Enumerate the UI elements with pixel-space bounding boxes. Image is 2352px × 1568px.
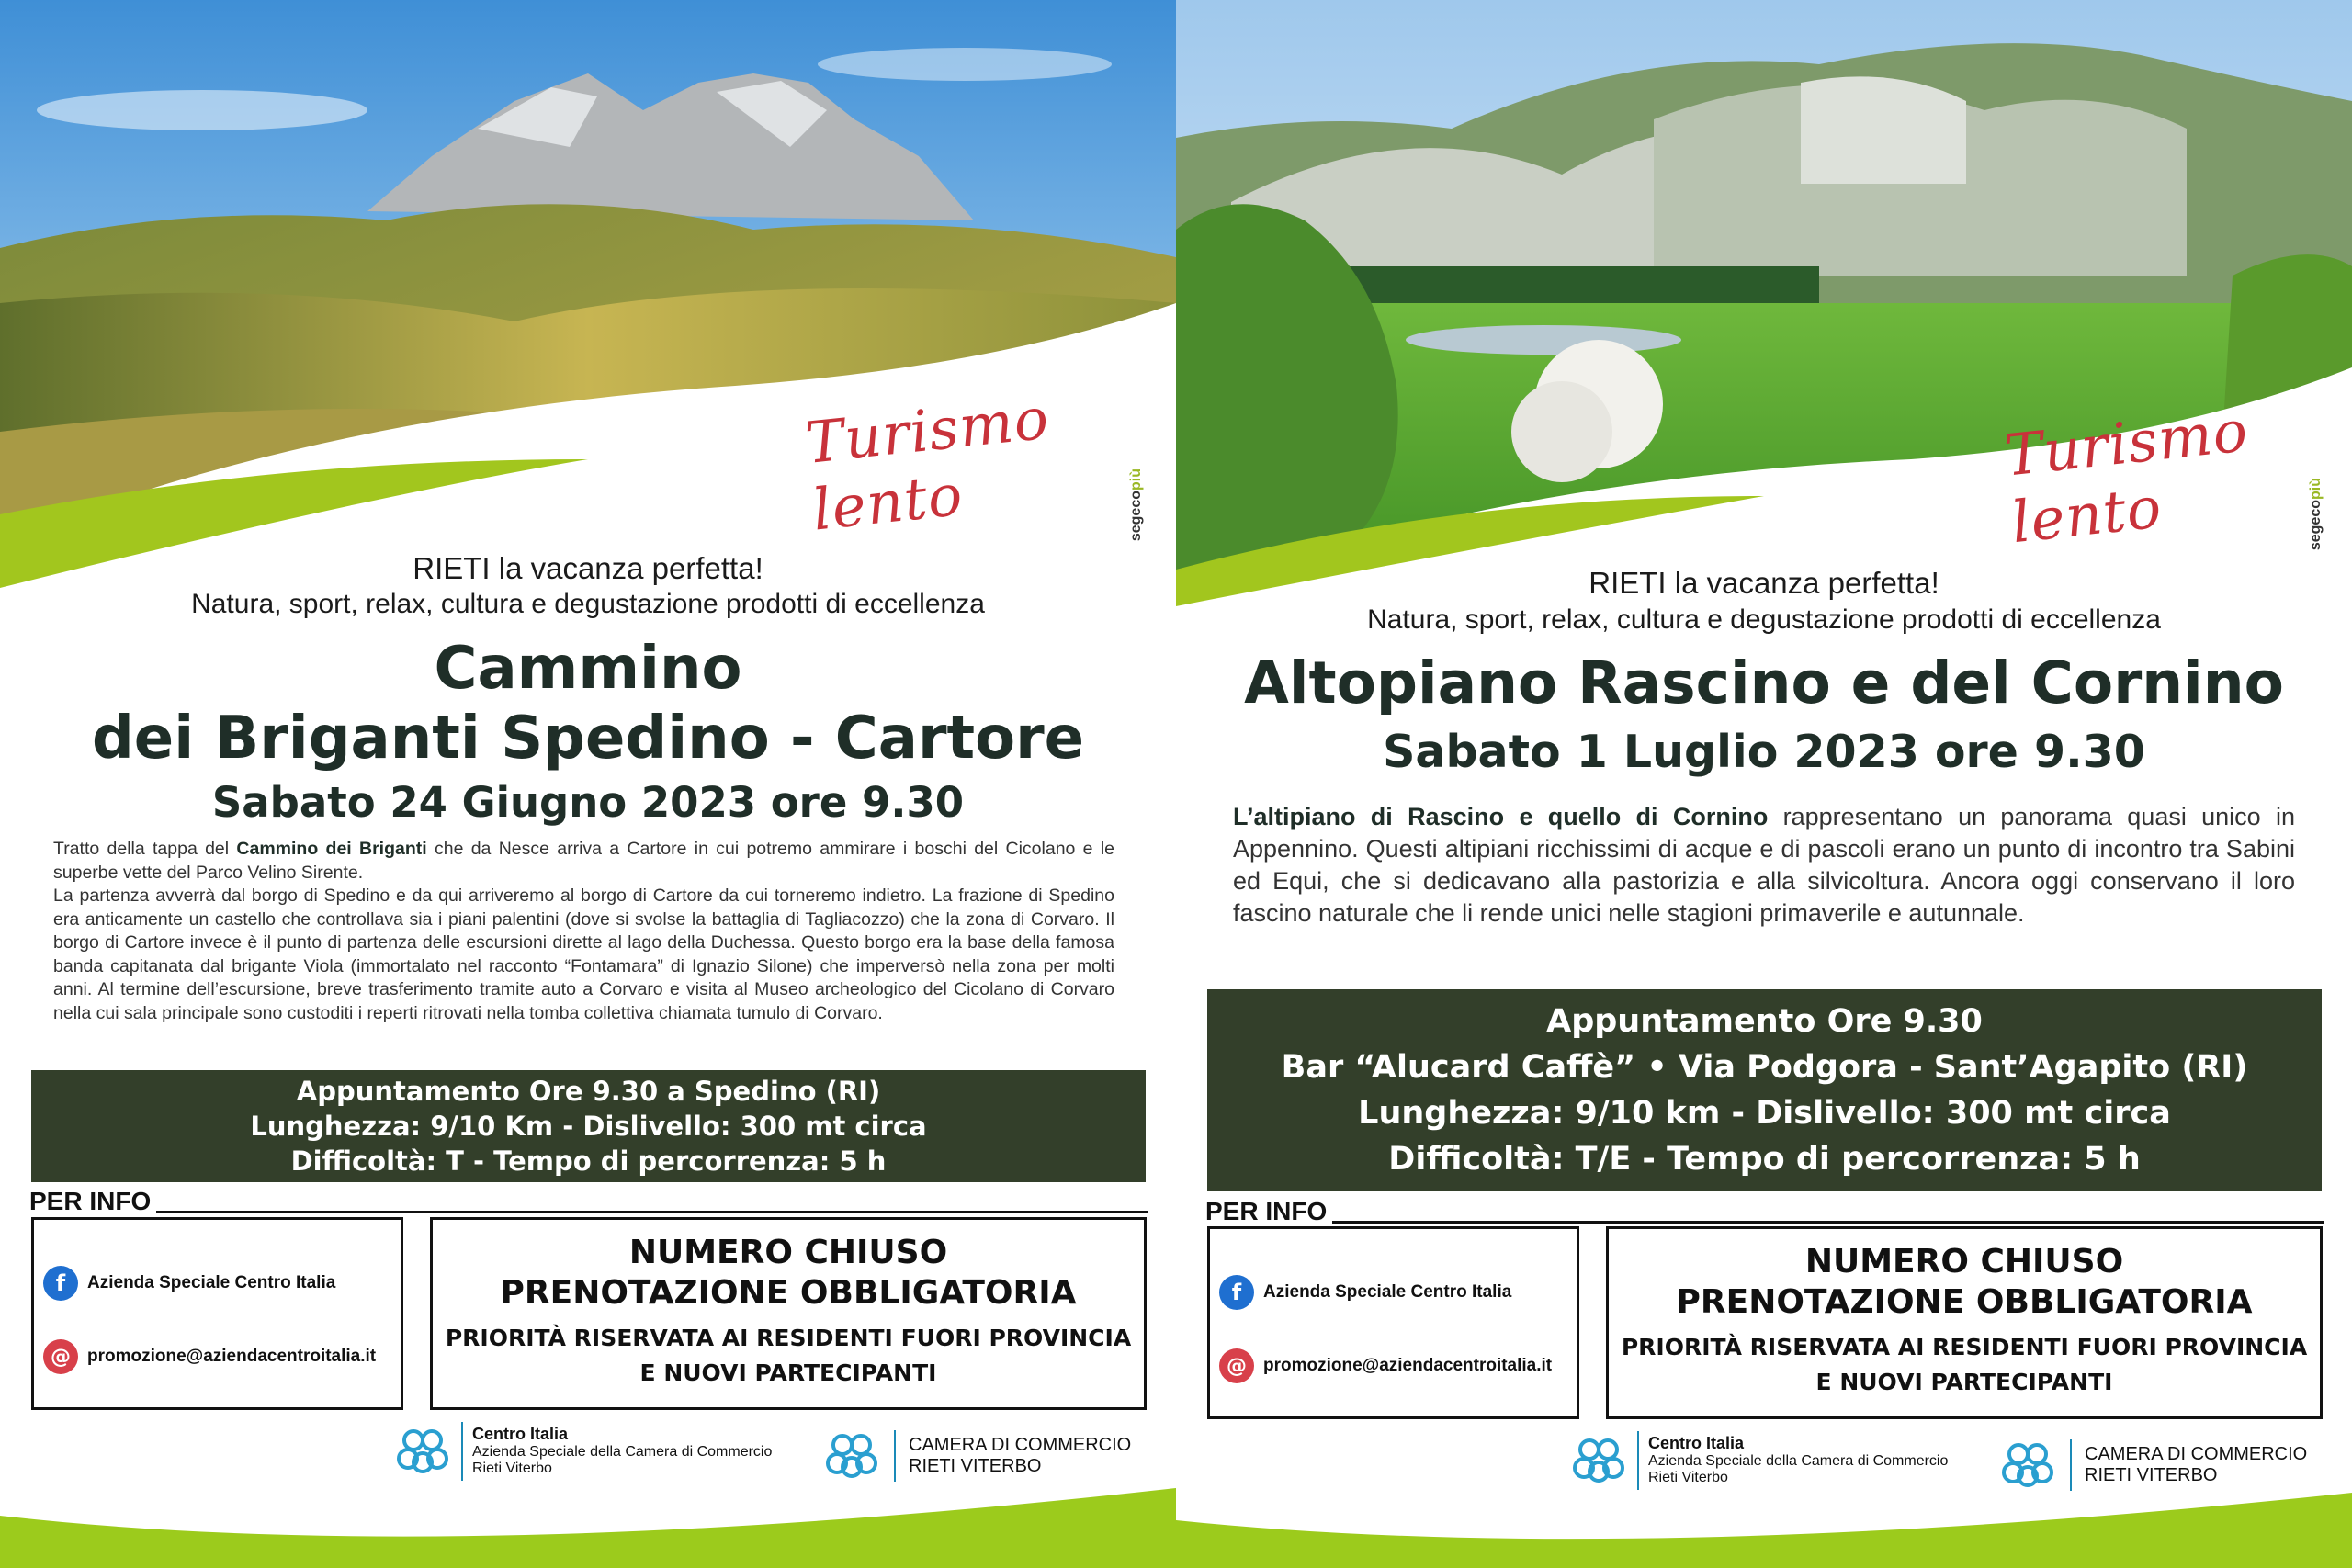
- tagline-main: RIETI la vacanza perfetta!: [1589, 566, 1939, 600]
- centro-italia-desc: Azienda Speciale della Camera di Commercio: [472, 1443, 773, 1460]
- facebook-label: Azienda Speciale Centro Italia: [87, 1273, 336, 1292]
- contacts-box: [31, 1217, 403, 1410]
- centro-italia-desc: Azienda Speciale della Camera di Commercio: [1648, 1452, 1949, 1469]
- route-difficulty: Difficoltà: T - Tempo di percorrenza: 5 h: [290, 1145, 887, 1177]
- facebook-label: Azienda Speciale Centro Italia: [1263, 1282, 1512, 1302]
- per-info-divider: [1332, 1221, 2324, 1224]
- segeco-logo: segecopiù: [1128, 468, 1144, 542]
- event-title-line1: Cammino: [434, 635, 742, 703]
- event-date: Sabato 1 Luglio 2023 ore 9.30: [1383, 726, 2145, 778]
- email-contact[interactable]: [43, 1339, 376, 1374]
- booking-mandatory: PRENOTAZIONE OBBLIGATORIA: [1676, 1283, 2253, 1321]
- event-date: Sabato 24 Giugno 2023 ore 9.30: [211, 778, 965, 827]
- bottom-green-wave: [0, 1470, 1176, 1568]
- camera-commercio-line2: RIETI VITERBO: [2085, 1465, 2218, 1485]
- script-title: Turismo lento: [802, 384, 1053, 544]
- booking-priority: PRIORITÀ RISERVATA AI RESIDENTI FUORI PROVINCIA: [1621, 1334, 2308, 1360]
- route-length: Lunghezza: 9/10 Km - Dislivello: 300 mt circa: [250, 1111, 927, 1142]
- booking-box: [430, 1217, 1147, 1410]
- contacts-box: [1207, 1226, 1579, 1419]
- meeting-info-bar: [1207, 989, 2322, 1191]
- facebook-contact[interactable]: [43, 1266, 335, 1301]
- tagline-sub: Natura, sport, relax, cultura e degustazione prodotti di eccellenza: [1367, 604, 2161, 635]
- facebook-contact[interactable]: [1219, 1275, 1511, 1310]
- booking-mandatory: PRENOTAZIONE OBBLIGATORIA: [500, 1274, 1077, 1312]
- booking-box: [1606, 1226, 2323, 1419]
- meeting-point: Appuntamento Ore 9.30 a Spedino (RI): [296, 1076, 881, 1107]
- event-title: Altopiano Rascino e del Cornino: [1244, 649, 2284, 716]
- tagline-main: RIETI la vacanza perfetta!: [413, 551, 763, 585]
- booking-closed-number: NUMERO CHIUSO: [1804, 1243, 2124, 1280]
- booking-priority: PRIORITÀ RISERVATA AI RESIDENTI FUORI PROVINCIA: [445, 1325, 1132, 1351]
- centro-italia-city: Rieti Viterbo: [472, 1461, 552, 1477]
- email-contact[interactable]: [1219, 1348, 1552, 1383]
- email-icon: @: [43, 1339, 78, 1374]
- facebook-icon: f: [43, 1266, 78, 1301]
- meeting-info-bar: [31, 1070, 1146, 1182]
- camera-commercio-line1: CAMERA DI COMMERCIO: [2085, 1444, 2308, 1464]
- per-info-label: PER INFO: [1205, 1197, 1328, 1225]
- camera-commercio-line1: CAMERA DI COMMERCIO: [909, 1435, 1132, 1455]
- event-description: L’altipiano di Rascino e quello di Cornino rappresentano un panorama quasi unico in Appennino. Questi altipiani ricchissimi di acque e di pascoli erano un punto di incontro tra Sabini ed Equi, che si dedicavano alla pastorizia e alla silvicoltura. Ancora oggi conservano il loro fascino naturale che li rende unici nelle stagioni primaverile e autunnale.: [1233, 803, 2295, 927]
- email-label: promozione@aziendacentroitalia.it: [87, 1347, 377, 1366]
- script-title: Turismo lento: [2001, 397, 2252, 557]
- centro-italia-city: Rieti Viterbo: [1648, 1470, 1728, 1486]
- per-info-divider: [156, 1211, 1148, 1213]
- meeting-point: Bar “Alucard Caffè” • Via Podgora - Sant’Agapito (RI): [1281, 1049, 2248, 1086]
- per-info-label: PER INFO: [29, 1187, 152, 1215]
- centro-italia-name: Centro Italia: [1648, 1434, 1745, 1453]
- meeting-time: Appuntamento Ore 9.30: [1546, 1003, 1983, 1040]
- centro-italia-name: Centro Italia: [472, 1425, 569, 1444]
- booking-new-participants: E NUOVI PARTECIPANTI: [1815, 1369, 2113, 1395]
- email-label: promozione@aziendacentroitalia.it: [1263, 1356, 1553, 1375]
- event-title-line2: dei Briganti Spedino - Cartore: [91, 705, 1085, 773]
- tagline-sub: Natura, sport, relax, cultura e degustazione prodotti di eccellenza: [191, 589, 985, 619]
- bottom-green-wave: [1176, 1479, 2352, 1568]
- poster-altopiano-rascino: [1176, 0, 2352, 1568]
- booking-new-participants: E NUOVI PARTECIPANTI: [639, 1359, 937, 1386]
- route-difficulty: Difficoltà: T/E - Tempo di percorrenza: 5 h: [1388, 1141, 2141, 1178]
- camera-commercio-line2: RIETI VITERBO: [909, 1456, 1042, 1476]
- booking-closed-number: NUMERO CHIUSO: [628, 1234, 948, 1271]
- route-length: Lunghezza: 9/10 km - Dislivello: 300 mt circa: [1358, 1095, 2171, 1132]
- facebook-icon: f: [1219, 1275, 1254, 1310]
- email-icon: @: [1219, 1348, 1254, 1383]
- segeco-logo: segecopiù: [2308, 478, 2324, 551]
- event-description: Tratto della tappa del Cammino dei Briganti che da Nesce arriva a Cartore in cui potremo ammirare i boschi del Cicolano e le superbe vette del Parco Velino Sirente. La partenza avverrà dal borgo di Spedino e da qui arriveremo al borgo di Cartore da cui torneremo indietro. La frazione di Spedino era anticamente un castello che controllava sia i piani palentini (dove si svolse la battaglia di Tagliacozzo) che la zona di Corvaro. Il borgo di Cartore invece è il punto di partenza delle escursioni dirette al lago della Duchessa. Questo borgo era la base della famosa banda capitanata dal brigante Viola (immortalato nel racconto “Fontamara” di Ignazio Silone) che imperversò nella zona per molti anni. Al termine dell’escursione, breve trasferimento tramite auto a Corvaro e visita al Museo archeologico del Cicolano di Corvaro nella cui sala principale sono custoditi i reperti ritrovati nella tomba collettiva chiamata tumulo di Corvaro.: [53, 839, 1114, 1023]
